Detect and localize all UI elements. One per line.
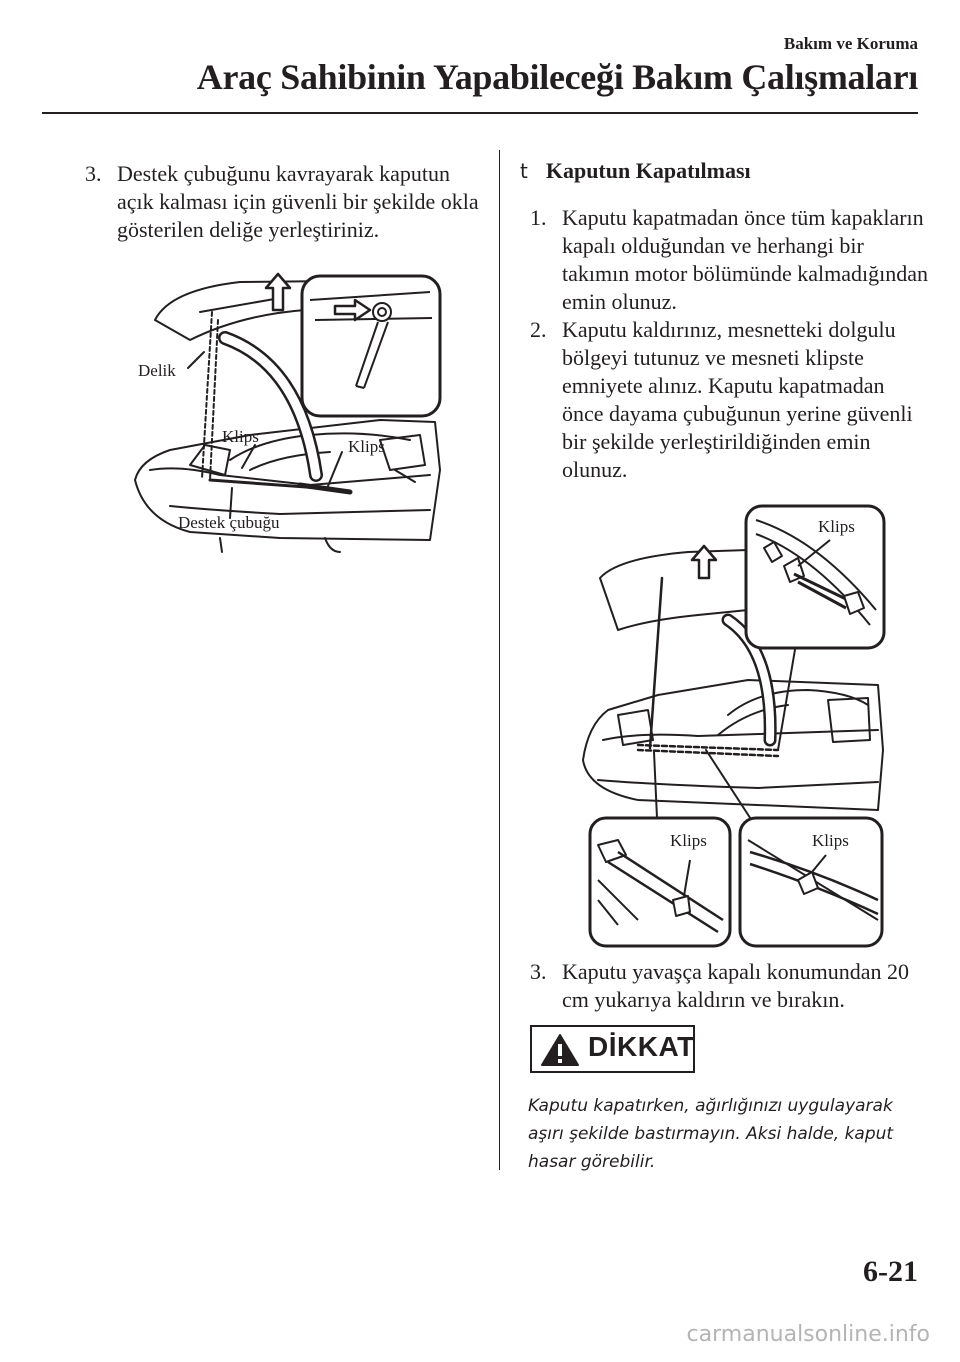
right-step-1	[530, 204, 930, 316]
caution-text: Kaputu kapatırken, ağırlığınızı uygulayarak aşırı şekilde bastırmayın. Aksi halde, kaput hasar görebilir.	[528, 1096, 894, 1172]
figure-label-prop-rod: Destek çubuğu	[178, 513, 280, 532]
figure-label-clip-a: Klips	[222, 427, 259, 446]
step-text: Kaputu kaldırınız, mesnetteki dolgulu bölgeyi tutunuz ve mesneti klipste emniyete alınız. Kaputu kapatmadan önce dayama çubuğunun yerine güvenli bir şekilde yerleştirildiğinden emin olunuz.	[562, 317, 913, 482]
step-text: Kaputu yavaşça kapalı konumundan 20 cm yukarıya kaldırın ve bırakın.	[562, 959, 910, 1012]
hood-prop-rod-illustration	[130, 270, 445, 560]
header-rule	[42, 112, 918, 114]
figure-label-clip-bottom-left: Klips	[670, 831, 707, 850]
step-number: 1.	[530, 205, 547, 230]
watermark: carmanualsonline.info	[686, 1322, 930, 1347]
figure-label-clip-top: Klips	[818, 517, 855, 536]
left-step-3	[85, 160, 490, 244]
step-text: Destek çubuğunu kavrayarak kaputun açık kalması için güvenli bir şekilde okla gösterilen deliğe yerleştiriniz.	[117, 161, 479, 242]
figure-label-clip-b: Klips	[348, 437, 385, 456]
heading-text: Kaputun Kapatılması	[545, 158, 751, 183]
step-number: 3.	[85, 161, 102, 186]
page-title: Araç Sahibinin Yapabileceği Bakım Çalışmaları	[196, 57, 918, 97]
step-text: Kaputu kapatmadan önce tüm kapakların kapalı olduğundan ve herhangi bir takımın motor bölümünde kalmadığından emin olunuz.	[562, 205, 928, 314]
caution-box	[530, 1025, 695, 1073]
page-number: 6-21	[863, 1255, 918, 1288]
figure-label-clip-bottom-right: Klips	[812, 831, 849, 850]
warning-triangle-icon	[540, 1033, 580, 1067]
column-divider	[499, 150, 500, 1170]
hood-clip-illustration	[578, 500, 888, 948]
caution-label: DİKKAT	[588, 1031, 695, 1062]
heading-marker: t	[520, 159, 528, 183]
right-step-3	[530, 958, 930, 1014]
right-step-2	[530, 316, 930, 484]
section-label: Bakım ve Koruma	[783, 34, 918, 53]
figure-label-hole: Delik	[138, 361, 176, 380]
step-number: 2.	[530, 317, 547, 342]
section-heading	[520, 158, 751, 184]
step-number: 3.	[530, 959, 547, 984]
